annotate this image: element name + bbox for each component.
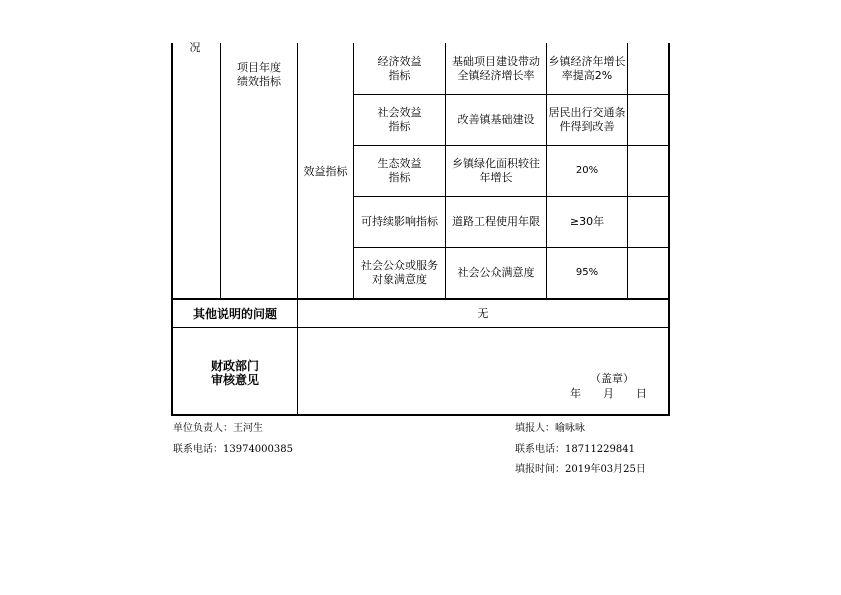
- fill-time: 填报时间：2019年03月25日: [515, 464, 646, 475]
- col-line-f: [627, 43, 628, 299]
- row-3-indicator: 乡镇绿化面积较往 年增长: [452, 157, 540, 184]
- row-4-category: 可持续影响指标: [361, 215, 438, 228]
- project-annual-goal-label: 项目年度 绩效指标: [237, 61, 281, 88]
- row-4-indicator: 道路工程使用年限: [452, 215, 540, 228]
- unit-head: 单位负责人：王河生: [173, 423, 263, 434]
- benefit-indicators-label: 效益指标: [303, 165, 348, 178]
- row-5-value: 95%: [575, 267, 599, 278]
- row-2-value: 居民出行交通条 件得到改善: [548, 106, 626, 133]
- other-issues-label: 其他说明的问题: [192, 306, 277, 321]
- row-1-value: 乡镇经济年增长 率提高2%: [548, 55, 626, 82]
- finance-review-label: 财政部门 审核意见: [210, 359, 259, 387]
- row-4-value: ≥30年: [569, 215, 605, 228]
- row-3-value: 20%: [575, 165, 599, 176]
- col-line-b: [297, 43, 298, 415]
- seal-text: （盖章）: [590, 372, 634, 385]
- row-5-category: 社会公众或服务 对象满意度: [361, 259, 438, 286]
- phone-right: 联系电话：18711229841: [515, 444, 635, 455]
- other-issues-value: 无: [477, 306, 489, 320]
- table-bottom-border: [171, 414, 670, 416]
- row-5-indicator: 社会公众满意度: [457, 266, 535, 279]
- row-2-category: 社会效益 指标: [377, 106, 422, 133]
- row-3-category: 生态效益 指标: [377, 157, 422, 184]
- row-2-indicator: 改善镇基础建设: [457, 113, 535, 126]
- left-fragment-char: 况: [189, 41, 201, 54]
- filler-name: 填报人：喻咏咏: [515, 423, 585, 434]
- row-1-indicator: 基础项目建设带动 全镇经济增长率: [452, 55, 540, 82]
- table-rule-above-finance: [171, 327, 670, 328]
- phone-left: 联系电话：13974000385: [173, 444, 293, 455]
- table-right-border: [668, 43, 670, 416]
- date-line: 年 月 日: [570, 387, 647, 400]
- row-1-category: 经济效益 指标: [377, 55, 422, 82]
